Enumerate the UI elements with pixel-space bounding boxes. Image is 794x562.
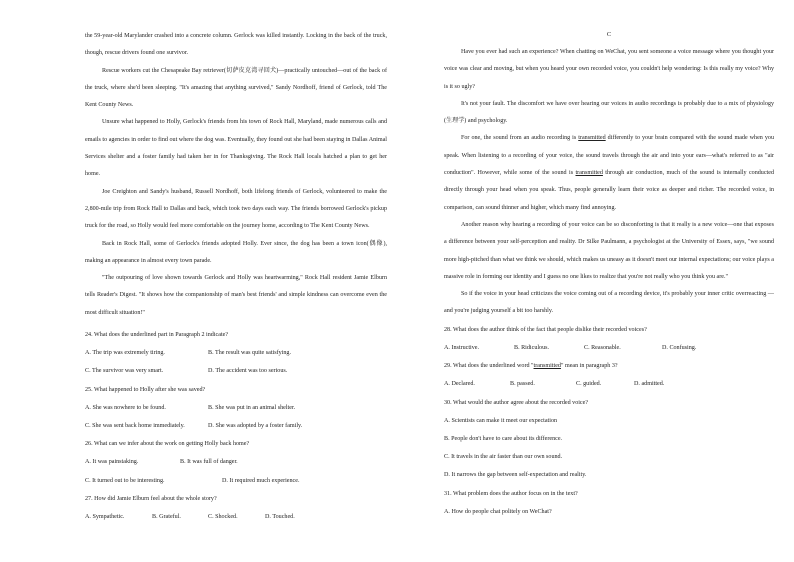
- question-30-stem: 30. What would the author agree about the recorded voice?: [444, 399, 589, 406]
- option-d[interactable]: D. It required much experience.: [222, 477, 300, 484]
- paragraph: Another reason why hearing a recording of your voice can be so disconforting is that it really is a new voice—one that exposes a difference between your self-perception and reality. Dr Silke Paulmann, a psychologist at the University of Essex, says, "we sound more high-pitched than what we think we should, which makes us uneasy as it doesn't meet our internal expectations; our voice plays a massive role in forming our identity and I guess no one likes to realize that you're not really who you think you are.": [444, 221, 774, 280]
- option-a[interactable]: A. She was nowhere to be found.: [85, 404, 166, 411]
- section-title: C: [606, 31, 612, 38]
- question-29-options: [444, 375, 774, 393]
- paragraph: For one, the sound from an audio recording is transmitted differently to your brain compared with the sound made when you speak. When listening to a recording of your voice, the sound travels through the air and into your ears—what's referred to as "air conduction". However, while some of the sound is transmitted through air conduction, much of the sound is internally conducted directly through your head when you speak. Thus, people generally learn their voice as deeper and richer. The recorded voice, in comparison, can sound thinner and higher, which many find annoying.: [444, 135, 775, 211]
- question-29-stem: 29. What does the underlined word "transmitted" mean in paragraph 3?: [444, 363, 618, 370]
- question-25-stem: 25. What happened to Holly after she was saved?: [85, 386, 206, 393]
- option-c[interactable]: C. It travels in the air faster than our own sound.: [444, 454, 563, 461]
- right-column: [444, 28, 774, 521]
- option-d[interactable]: D. Confusing.: [662, 344, 697, 351]
- paragraph: "The outpouring of love shown towards Gerlock and Holly was heartwarming," Rock Hall resident Jamie Elburn tells Reader's Digest. "It shows how the companionship of man's best friends' and simple kindness can overcome even the most difficult situation!": [85, 275, 387, 316]
- option-a[interactable]: A. Scientists can make it meet our expectation: [444, 417, 558, 424]
- paragraph: the 59-year-old Marylander crashed into a concrete column. Gerlock was killed instantly. Locking in the back of the truck, though, rescue drivers found one survivor.: [85, 33, 387, 57]
- option-a[interactable]: A. Sympathetic.: [85, 514, 125, 521]
- question-31-stem: 31. What problem does the author focus on in the text?: [444, 490, 578, 497]
- question-25-options: [85, 399, 387, 417]
- underlined-word: transmitted: [575, 170, 603, 177]
- option-a[interactable]: A. Instructive.: [444, 344, 480, 351]
- option-b[interactable]: B. passed.: [510, 381, 535, 388]
- question-27-stem: 27. How did Jamie Elburn feel about the whole story?: [85, 495, 217, 502]
- option-d[interactable]: D. Touched.: [265, 514, 295, 521]
- question-24-stem: 24. What does the underlined part in Paragraph 2 indicate?: [85, 332, 229, 339]
- option-c[interactable]: C. Shocked.: [208, 514, 238, 521]
- question-28-options: [444, 339, 774, 357]
- option-b[interactable]: B. Ridiculous.: [514, 344, 550, 351]
- paragraph: Unsure what happened to Holly, Gerlock's friends from his town of Rock Hall, Maryland, made numerous calls and emails to agencies in order to find out where the dog was. Eventually, they found out she had been staying in Dallas Animal Services shelter and a foster family had taken her in for Thanksgiving. The Rock Hall locals hatched a plan to get her home.: [85, 119, 387, 178]
- option-c[interactable]: C. It turned out to be interesting.: [85, 477, 165, 484]
- question-28-stem: 28. What does the author think of the fact that people dislike their recorded voices?: [444, 326, 647, 333]
- option-a[interactable]: A. Declared.: [444, 381, 475, 388]
- question-24-options: [85, 344, 387, 362]
- paragraph: Joe Creighton and Sandy's husband, Russell Nordhoff, both lifelong friends of Gerlock, volunteered to make the 2,800-mile trip from Rock Hall to Dallas and back, which took two days each way. The friends borrowed Gerlock's pickup truck for the road, so Holly would feel more comfortable on the journey home, according to The Kent County News.: [85, 188, 387, 230]
- option-b[interactable]: B. It was full of danger.: [180, 459, 238, 466]
- option-c[interactable]: C. Reasonable.: [584, 344, 621, 351]
- paragraph: Back in Rock Hall, some of Gerlock's friends adopted Holly. Ever since, the dog has been a town icon(偶像), making an appearance in almost every town parade.: [85, 240, 387, 264]
- option-a[interactable]: A. The trip was extremely tiring.: [85, 350, 165, 357]
- paragraph: It's not your fault. The discomfort we have over hearing our voices in audio recordings is probably due to a mix of physiology (生理学) and psychology.: [444, 100, 774, 125]
- option-d[interactable]: D. It narrows the gap between self-expectation and reality.: [444, 472, 587, 479]
- option-b[interactable]: B. People don't have to care about its difference.: [444, 435, 563, 442]
- underlined-word: transmitted: [533, 363, 561, 370]
- question-27-options: [85, 508, 387, 526]
- option-c[interactable]: C. She was sent back home immediately.: [85, 423, 185, 430]
- paragraph: Have you ever had such an experience? When chatting on WeChat, you sent someone a voice message where you thought your voice was clear and moving, but when you heard your own recorded voice, you couldn't help wondering: Is this really my voice? Why is it so ugly?: [444, 49, 774, 90]
- option-a[interactable]: A. How do people chat politely on WeChat?: [444, 508, 552, 515]
- option-b[interactable]: B. The result was quite satisfying.: [208, 350, 291, 357]
- left-column: [85, 28, 387, 526]
- question-26-options: [85, 453, 387, 471]
- question-26-stem: 26. What can we infer about the work on getting Holly back home?: [85, 441, 250, 448]
- option-d[interactable]: D. admitted.: [634, 381, 665, 388]
- option-b[interactable]: B. Grateful.: [152, 514, 181, 521]
- paragraph: Rescue workers cut the Chesapeake Bay retriever(切萨皮克湾寻回犬)—practically untouched—out of the back of the truck, where she'd been sleeping. "It's amazing that anything survived," Sandy Nordhoff, friend of Gerlock, told The Kent County News.: [85, 67, 387, 109]
- option-a[interactable]: A. It was painstaking.: [85, 459, 139, 466]
- option-b[interactable]: B. She was put in an animal shelter.: [208, 404, 296, 411]
- paragraph: So if the voice in your head criticizes the voice coming out of a recording device, it's probably your inner critic overreacting —and you're judging yourself a bit too harshly.: [444, 291, 774, 315]
- option-d[interactable]: D. The accident was too serious.: [208, 368, 288, 375]
- option-c[interactable]: C. The survivor was very smart.: [85, 368, 164, 375]
- underlined-word: transmitted: [578, 135, 606, 142]
- option-c[interactable]: C. guided.: [576, 381, 602, 388]
- option-d[interactable]: D. She was adopted by a foster family.: [208, 423, 303, 430]
